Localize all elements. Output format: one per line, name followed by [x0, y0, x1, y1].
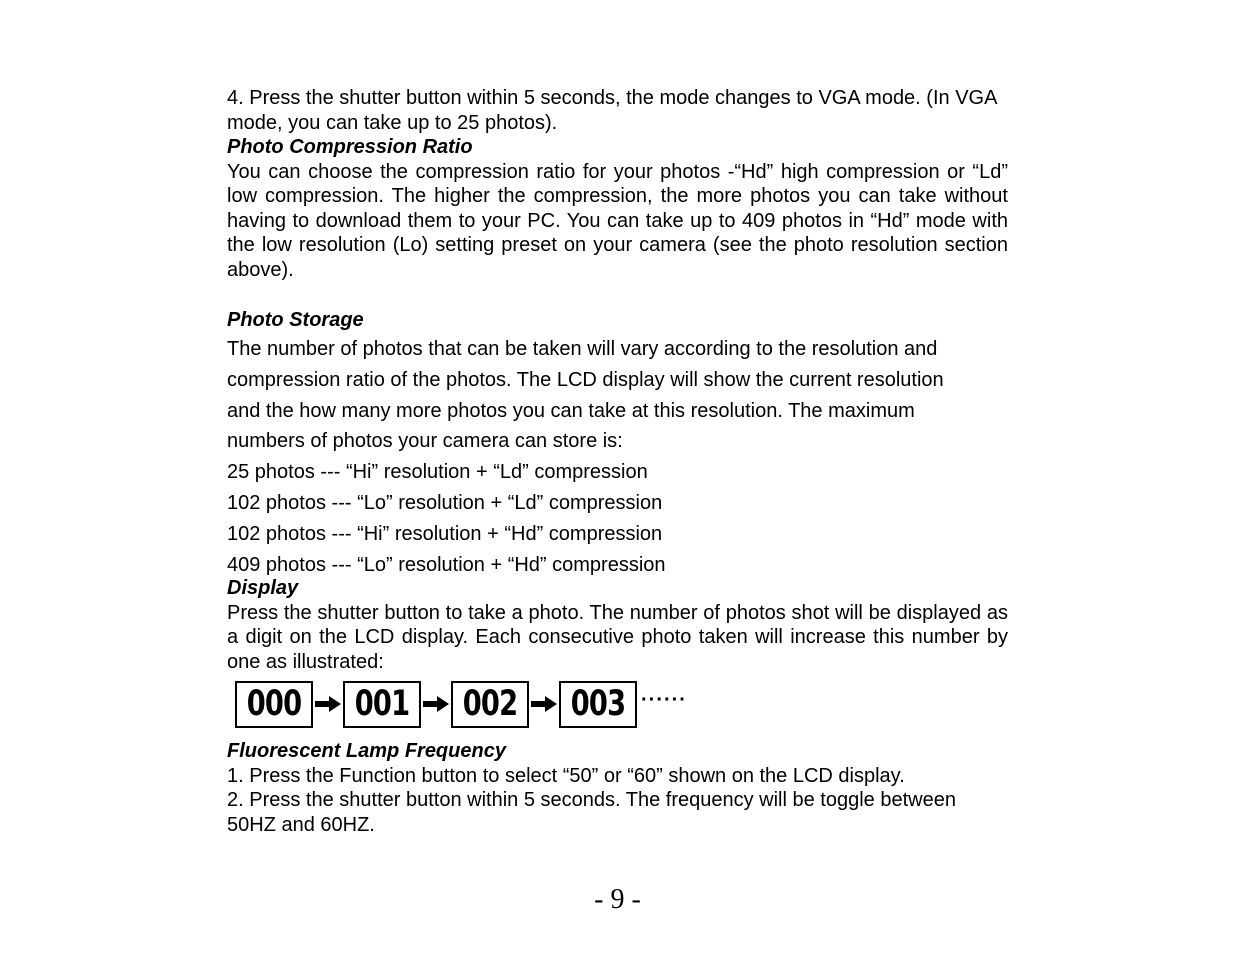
display-heading: Display	[227, 577, 299, 600]
storage-line: numbers of photos your camera can store is:	[227, 430, 623, 453]
manual-page	[227, 86, 1008, 837]
lcd-counter-box	[559, 681, 637, 728]
compression-body: You can choose the compression ratio for your photos -“Hd” high compression or “Ld” low compression. The higher the compression, the more photos you can take without having to download them to your PC. You can take up to 409 photos in “Hd” mode with the low resolution (Lo) setting preset on your camera (see the photo resolution section above).	[227, 160, 1008, 281]
lcd-counter-digits: 000	[246, 684, 302, 725]
compression-heading: Photo Compression Ratio	[227, 136, 473, 158]
right-arrow-icon	[313, 696, 343, 712]
storage-line: compression ratio of the photos. The LCD display will show the current resolution	[227, 368, 944, 391]
storage-line: and the how many more photos you can take at this resolution. The maximum	[227, 399, 915, 422]
vga-step-4: 4. Press the shutter button within 5 seconds, the mode changes to VGA mode. (In VGA mode, you can take up to 25 photos).	[227, 87, 997, 134]
section-gap	[227, 282, 1008, 306]
continuation-dots: ······	[641, 689, 687, 712]
lcd-counter-digits: 003	[570, 684, 626, 725]
display-body: Press the shutter button to take a photo. The number of photos shot will be displayed as a digit on the LCD display. Each consecutive photo taken will increase this number by one as illustrated:	[227, 601, 1008, 673]
storage-capacity-line: 102 photos --- “Lo” resolution + “Ld” compression	[227, 491, 663, 514]
fluorescent-step-1: 1. Press the Function button to select “50” or “60” shown on the LCD display.	[227, 764, 905, 787]
lcd-counter-digits: 001	[354, 684, 410, 725]
storage-line: The number of photos that can be taken will vary according to the resolution and	[227, 338, 938, 360]
right-arrow-icon	[421, 696, 451, 712]
counter-sequence-illustration	[235, 679, 1008, 729]
page-number: - 9 -	[594, 884, 641, 915]
storage-list	[227, 334, 1008, 580]
lcd-counter-box	[343, 681, 421, 728]
lcd-counter-digits: 002	[462, 684, 518, 725]
fluorescent-heading: Fluorescent Lamp Frequency	[227, 740, 506, 763]
lcd-counter-box	[235, 681, 313, 728]
storage-heading: Photo Storage	[227, 309, 364, 331]
storage-capacity-line: 102 photos --- “Hi” resolution + “Hd” compression	[227, 522, 663, 545]
storage-capacity-line: 25 photos --- “Hi” resolution + “Ld” compression	[227, 461, 648, 484]
fluorescent-step-2: 2. Press the shutter button within 5 seconds. The frequency will be toggle between 50HZ and 60HZ.	[227, 789, 956, 836]
storage-capacity-line: 409 photos --- “Lo” resolution + “Hd” compression	[227, 553, 666, 576]
right-arrow-icon	[529, 696, 559, 712]
lcd-counter-box	[451, 681, 529, 728]
